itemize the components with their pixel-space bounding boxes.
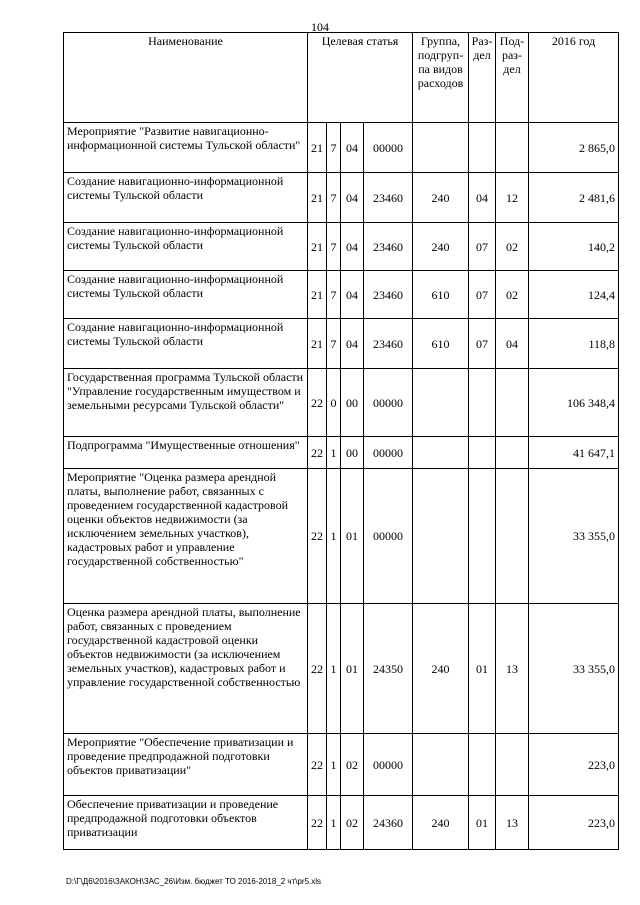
amount-2016: 223,0	[529, 734, 619, 796]
header-target-article: Целевая статья	[308, 33, 413, 123]
row-name: Мероприятие "Оценка размера арендной платы, выполнение работ, связанных с проведением государственной кадастровой оценки объектов недвижимости (за исключением земельных участков), кадастровых работ и управление государственной собственностью"	[64, 469, 308, 604]
table-row	[64, 271, 619, 319]
row-name: Обеспечение приватизации и проведение предпродажной подготовки объектов приватизации	[64, 796, 308, 850]
table-row	[64, 734, 619, 796]
row-name: Создание навигационно-информационной системы Тульской области	[64, 223, 308, 271]
row-name: Оценка размера арендной платы, выполнение работ, связанных с проведением государственной кадастровой оценки объектов недвижимости (за исключением земельных участков), кадастровых работ и управление государственной собственностью	[64, 604, 308, 734]
section-code: 07	[469, 319, 496, 369]
section-code	[469, 469, 496, 604]
amount-2016: 2 865,0	[529, 123, 619, 173]
target-code-4: 23460	[364, 173, 413, 223]
target-code-1: 22	[308, 604, 327, 734]
target-code-4: 23460	[364, 223, 413, 271]
target-code-3: 00	[341, 437, 364, 469]
target-code-2: 7	[327, 123, 341, 173]
target-code-1: 21	[308, 123, 327, 173]
expense-group	[413, 734, 469, 796]
expense-group: 240	[413, 173, 469, 223]
table-row	[64, 173, 619, 223]
target-code-3: 04	[341, 271, 364, 319]
section-code: 01	[469, 604, 496, 734]
target-code-1: 21	[308, 319, 327, 369]
target-code-3: 02	[341, 734, 364, 796]
amount-2016: 124,4	[529, 271, 619, 319]
table-row	[64, 437, 619, 469]
row-name: Создание навигационно-информационной системы Тульской области	[64, 173, 308, 223]
header-expense-group: Группа, подгруп-па видов расходов	[413, 33, 469, 123]
target-code-4: 00000	[364, 369, 413, 437]
target-code-3: 01	[341, 604, 364, 734]
table-row	[64, 369, 619, 437]
table-row	[64, 796, 619, 850]
target-code-1: 22	[308, 796, 327, 850]
subsection-code	[496, 469, 529, 604]
expense-group	[413, 123, 469, 173]
row-name: Мероприятие "Обеспечение приватизации и проведение предпродажной подготовки объектов приватизации"	[64, 734, 308, 796]
expense-group	[413, 469, 469, 604]
table-row	[64, 123, 619, 173]
section-code: 07	[469, 223, 496, 271]
file-path-footer: D:\Г\Д6\2016\ЗАКОН\ЗАС_26\Изм. бюджет ТО 2016-2018_2 чт\pr5.xls	[66, 877, 322, 886]
target-code-4: 23460	[364, 271, 413, 319]
amount-2016: 106 348,4	[529, 369, 619, 437]
amount-2016: 118,8	[529, 319, 619, 369]
target-code-3: 04	[341, 173, 364, 223]
target-code-3: 01	[341, 469, 364, 604]
target-code-2: 1	[327, 604, 341, 734]
expense-group: 240	[413, 223, 469, 271]
target-code-4: 23460	[364, 319, 413, 369]
target-code-2: 0	[327, 369, 341, 437]
header-year: 2016 год	[529, 33, 619, 123]
header-name: Наименование	[64, 33, 308, 123]
target-code-1: 21	[308, 271, 327, 319]
target-code-3: 02	[341, 796, 364, 850]
target-code-4: 24360	[364, 796, 413, 850]
expense-group: 610	[413, 271, 469, 319]
expense-group	[413, 369, 469, 437]
expense-group: 610	[413, 319, 469, 369]
target-code-3: 00	[341, 369, 364, 437]
target-code-1: 21	[308, 223, 327, 271]
row-name: Подпрограмма "Имущественные отношения"	[64, 437, 308, 469]
amount-2016: 33 355,0	[529, 604, 619, 734]
expense-group	[413, 437, 469, 469]
budget-table	[63, 32, 619, 850]
header-section: Раз-дел	[469, 33, 496, 123]
section-code: 01	[469, 796, 496, 850]
header-subsection: Под-раз-дел	[496, 33, 529, 123]
target-code-1: 22	[308, 469, 327, 604]
expense-group: 240	[413, 796, 469, 850]
section-code: 04	[469, 173, 496, 223]
target-code-2: 1	[327, 734, 341, 796]
target-code-2: 1	[327, 437, 341, 469]
target-code-2: 7	[327, 319, 341, 369]
subsection-code: 02	[496, 271, 529, 319]
target-code-1: 21	[308, 173, 327, 223]
target-code-2: 7	[327, 271, 341, 319]
subsection-code: 04	[496, 319, 529, 369]
table-row	[64, 604, 619, 734]
target-code-1: 22	[308, 369, 327, 437]
amount-2016: 223,0	[529, 796, 619, 850]
subsection-code	[496, 369, 529, 437]
amount-2016: 33 355,0	[529, 469, 619, 604]
row-name: Мероприятие "Развитие навигационно-информационной системы Тульской области"	[64, 123, 308, 173]
row-name: Государственная программа Тульской области "Управление государственным имуществом и земельными ресурсами Тульской области"	[64, 369, 308, 437]
table-row	[64, 319, 619, 369]
section-code: 07	[469, 271, 496, 319]
section-code	[469, 123, 496, 173]
subsection-code: 13	[496, 796, 529, 850]
target-code-3: 04	[341, 123, 364, 173]
target-code-4: 00000	[364, 734, 413, 796]
row-name: Создание навигационно-информационной системы Тульской области	[64, 319, 308, 369]
expense-group: 240	[413, 604, 469, 734]
amount-2016: 2 481,6	[529, 173, 619, 223]
target-code-3: 04	[341, 223, 364, 271]
target-code-2: 7	[327, 223, 341, 271]
amount-2016: 140,2	[529, 223, 619, 271]
target-code-4: 24350	[364, 604, 413, 734]
page-number: 104	[311, 20, 329, 34]
section-code	[469, 437, 496, 469]
target-code-1: 22	[308, 734, 327, 796]
subsection-code	[496, 734, 529, 796]
section-code	[469, 369, 496, 437]
subsection-code: 02	[496, 223, 529, 271]
target-code-4: 00000	[364, 437, 413, 469]
target-code-4: 00000	[364, 123, 413, 173]
subsection-code	[496, 437, 529, 469]
section-code	[469, 734, 496, 796]
target-code-2: 1	[327, 796, 341, 850]
subsection-code: 13	[496, 604, 529, 734]
target-code-4: 00000	[364, 469, 413, 604]
subsection-code	[496, 123, 529, 173]
subsection-code: 12	[496, 173, 529, 223]
target-code-1: 22	[308, 437, 327, 469]
table-row	[64, 469, 619, 604]
header-row	[64, 33, 619, 123]
target-code-2: 1	[327, 469, 341, 604]
row-name: Создание навигационно-информационной системы Тульской области	[64, 271, 308, 319]
target-code-3: 04	[341, 319, 364, 369]
amount-2016: 41 647,1	[529, 437, 619, 469]
target-code-2: 7	[327, 173, 341, 223]
table-row	[64, 223, 619, 271]
